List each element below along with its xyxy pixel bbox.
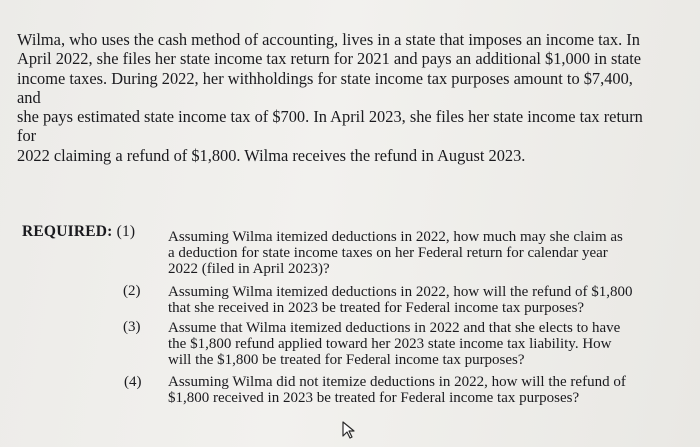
question-line: a deduction for state income taxes on her Federal return for calendar year — [168, 245, 608, 262]
intro-line: Wilma, who uses the cash method of accounting, lives in a state that imposes an income tax. In — [17, 30, 640, 49]
question-line: Assuming Wilma did not itemize deductions in 2022, how will the refund of — [168, 374, 626, 390]
mouse-pointer-icon — [341, 420, 357, 440]
question-line: $1,800 received in 2023 be treated for Federal income tax purposes? — [168, 390, 580, 407]
question-3 — [168, 320, 648, 369]
question-line: the $1,800 refund applied toward her 2023 state income tax liability. How — [168, 336, 612, 353]
question-line: Assuming Wilma itemized deductions in 2022, how much may she claim as — [168, 229, 623, 245]
required-label: REQUIRED: — [22, 223, 113, 240]
intro-line: she pays estimated state income tax of $700. In April 2023, she files her state income tax return for — [17, 107, 643, 146]
question-1 — [168, 229, 648, 278]
question-line: Assume that Wilma itemized deductions in 2022 and that she elects to have — [168, 320, 621, 336]
intro-line: income taxes. During 2022, her withholdings for state income tax purposes amount to $7,400, and — [17, 68, 633, 107]
intro-line: 2022 claiming a refund of $1,800. Wilma receives the refund in August 2023. — [17, 145, 526, 165]
question-line: will the $1,800 be treated for Federal income tax purposes? — [168, 352, 525, 369]
question-line: that she received in 2023 be treated for Federal income tax purposes? — [168, 300, 585, 317]
question-line: Assuming Wilma itemized deductions in 2022, how will the refund of $1,800 — [168, 284, 633, 300]
required-heading — [22, 223, 135, 241]
question-4 — [168, 374, 648, 406]
question-number-1: (1) — [116, 223, 136, 240]
intro-line: April 2022, she files her state income tax return for 2021 and pays an additional $1,000 in state — [17, 49, 642, 69]
question-line: 2022 (filed in April 2023)? — [168, 261, 330, 278]
question-number-2: (2) — [123, 283, 141, 299]
question-number-3: (3) — [123, 319, 141, 335]
problem-statement — [17, 30, 657, 165]
question-number-4: (4) — [124, 374, 142, 390]
question-2 — [168, 284, 648, 316]
mouse-pointer-icon — [341, 420, 357, 445]
